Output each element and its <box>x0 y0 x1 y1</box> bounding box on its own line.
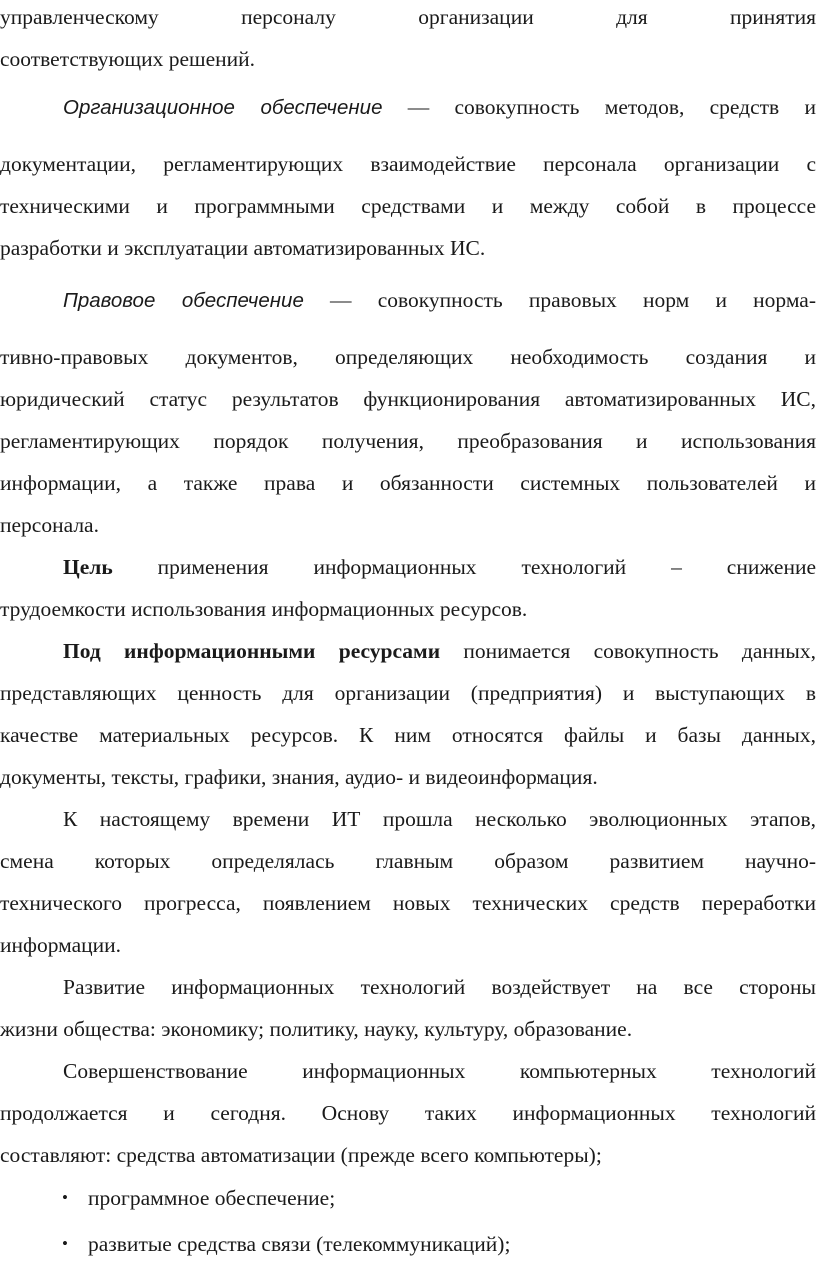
text-line: соответствующих решений. <box>0 47 256 71</box>
paragraph-legal-first-line <box>0 279 816 321</box>
text-line: информации, а также права и обязанности системных пользователей и <box>0 471 816 495</box>
bullet-icon: • <box>62 1188 68 1207</box>
text-line: юридический статус результатов функционирования автоматизированных ИС, <box>0 387 816 411</box>
text-line: Развитие информационных технологий воздействует на все стороны <box>63 975 816 999</box>
bullet-icon: • <box>62 1234 68 1253</box>
term-information-resources: Под информационными ресурсами <box>63 639 441 663</box>
text-line: К настоящему времени ИТ прошла несколько эволюционных этапов, <box>63 807 816 831</box>
list-item <box>0 1177 816 1219</box>
text-line: документации, регламентирующих взаимодействие персонала организации с <box>0 152 816 176</box>
text-line: трудоемкости использования информационных ресурсов. <box>0 597 528 621</box>
paragraph-resources-first-line <box>0 630 816 672</box>
paragraph-organizational-first-line <box>0 86 816 128</box>
term-organizational: Организационное обеспечение <box>63 96 383 119</box>
text-fragment: — совокупность правовых норм и норма- <box>303 288 816 312</box>
text-line: управленческому персоналу организации для принятия <box>0 5 816 29</box>
text-line: персонала. <box>0 513 99 537</box>
term-legal: Правовое обеспечение <box>63 289 304 312</box>
term-goal: Цель <box>63 555 113 579</box>
text-line: смена которых определялась главным образом развитием научно- <box>0 849 816 873</box>
text-line: Совершенствование информационных компьютерных технологий <box>63 1059 816 1083</box>
text-line: документы, тексты, графики, знания, аудио- и видеоинформация. <box>0 765 598 789</box>
text-line: разработки и эксплуатации автоматизированных ИС. <box>0 236 486 260</box>
text-line: составляют: средства автоматизации (прежде всего компьютеры); <box>0 1143 602 1167</box>
text-fragment: — совокупность методов, средств и <box>382 95 816 119</box>
text-fragment: применения информационных технологий – снижение <box>112 555 816 579</box>
text-line: регламентирующих порядок получения, преобразования и использования <box>0 429 816 453</box>
text-fragment: понимается совокупность данных, <box>440 639 816 663</box>
list-item-text: программное обеспечение; <box>88 1186 336 1210</box>
list-item <box>0 1223 816 1265</box>
list-item-text: развитые средства связи (телекоммуникаций); <box>88 1232 511 1256</box>
text-line: качестве материальных ресурсов. К ним относятся файлы и базы данных, <box>0 723 816 747</box>
text-line: жизни общества: экономику; политику, науку, культуру, образование. <box>0 1017 633 1041</box>
paragraph-goal-first-line <box>0 546 816 588</box>
text-line: техническими и программными средствами и между собой в процессе <box>0 194 816 218</box>
text-line: представляющих ценность для организации (предприятия) и выступающих в <box>0 681 816 705</box>
text-line: продолжается и сегодня. Основу таких информационных технологий <box>0 1101 816 1125</box>
text-line: тивно-правовых документов, определяющих необходимость создания и <box>0 345 816 369</box>
text-line: технического прогресса, появлением новых технических средств переработки <box>0 891 816 915</box>
text-line: информации. <box>0 933 122 957</box>
